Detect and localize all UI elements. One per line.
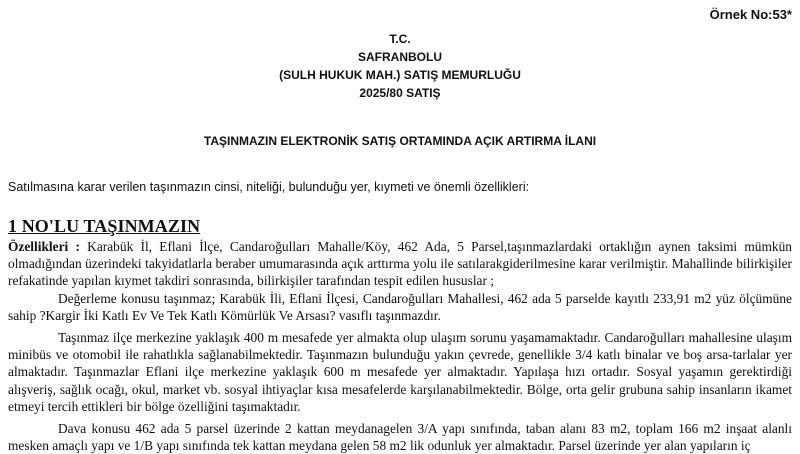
section-title: 1 NO'LU TAŞINMAZIN <box>8 216 201 236</box>
features-text: Karabük İl, Eflani İlçe, Candaroğulları Mahalle/Köy, 462 Ada, 5 Parsel,taşınmazlardaki ortaklığın aynen taksimi mümkün olmadığından üzerindeki takyidatlarla beraber umumarasında açık arttırma yolu ile satılarakgiderilmesine karar verilmiştir. Mahallinde bilirkişiler refakatinde yapılan kıymet takdiri sonrasında, bilirkişiler tarafından tespit edilen hususlar ; <box>8 239 793 289</box>
paragraph-location: Taşınmaz ilçe merkezine yaklaşık 400 m mesafede yer almakta olup ulaşım sorunu yaşamamaktadır. Candaroğulları mahallesine ulaşım minibüs ve otomobil ile rahatlıkla sağlanabilmektedir. Taşınmazın bulunduğu yakın çevrede, genellikle 3/4 katlı binalar ve boş arsa-tarlalar yer almaktadır. Taşınmazlar Eflani ilçe merkezine yaklaşık 600 m mesafede yer almaktadır. Yapılaşa hızı ortadır. Sosyal yaşamın gerektirdiği alışveriş, sağlık ocağı, okul, market vb. sosyal ihtiyaçlar kısa mesafelerde karşılanabilmektedir. Bölge, orta gelir grubuna sahip insanların ikamet etmeyi tercih ettikleri bir bölge özelliğini taşımaktadır. <box>8 330 792 414</box>
paragraph-buildings: Dava konusu 462 ada 5 parsel üzerinde 2 kattan meydanagelen 3/A yapı sınıfında, taban alanı 83 m2, toplam 166 m2 inşaat alanlı mesken amaçlı yapı ve 1/B yapı sınıfında tek kattan meydana gelen 58 m2 lik odunluk yer almaktadır. Parsel üzerinde yer alan yapıların iç <box>8 421 792 454</box>
document-title: TAŞINMAZIN ELEKTRONİK SATIŞ ORTAMINDA AÇIK ARTIRMA İLANI <box>203 134 597 148</box>
header-office: (SULH HUKUK MAH.) SATIŞ MEMURLUĞU <box>279 68 521 82</box>
document-body <box>8 238 792 454</box>
header-city: SAFRANBOLU <box>358 50 442 64</box>
header-tc: T.C. <box>389 32 411 46</box>
paragraph-valuation: Değerleme konusu taşınmaz; Karabük İli, Eflani İlçesi, Candaroğulları Mahallesi, 462 ada 5 parselde kayıtlı 233,91 m2 yüz ölçümüne sahip ?Kargir İki Katlı Ev Ve Tek Katlı Kömürlük Ve Arsası? vasıflı taşınmazdır. <box>8 290 792 323</box>
intro-text: Satılmasına karar verilen taşınmazın cinsi, niteliği, bulunduğu yer, kıymeti ve önemli özellikleri: <box>8 180 530 194</box>
sample-number: Örnek No:53* <box>709 7 792 22</box>
features-paragraph <box>8 238 792 290</box>
header-file-number: 2025/80 SATIŞ <box>359 86 441 100</box>
features-label: Özellikleri : <box>8 239 80 254</box>
